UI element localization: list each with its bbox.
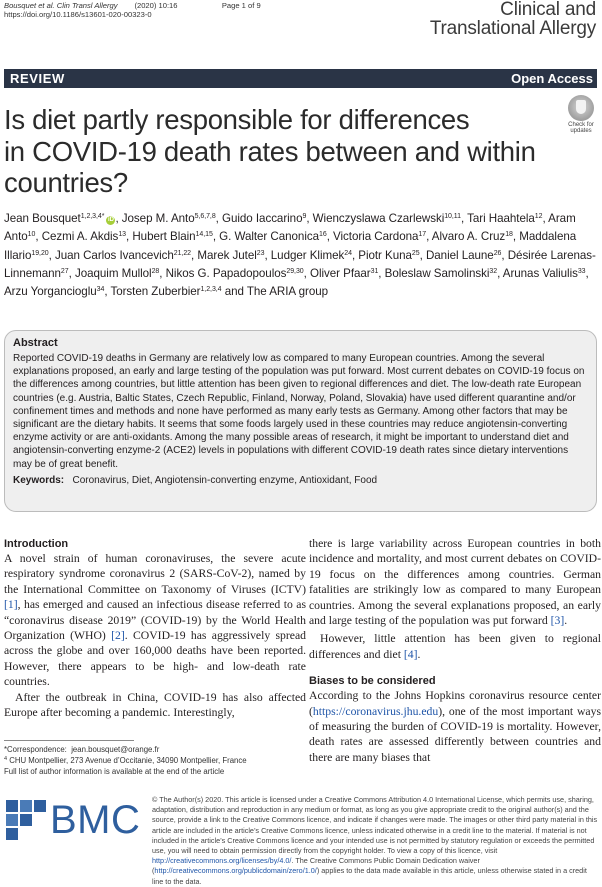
open-access-label: Open Access bbox=[511, 71, 593, 86]
footnotes bbox=[4, 744, 304, 777]
biases-paragraph bbox=[309, 688, 601, 765]
author[interactable] bbox=[467, 212, 542, 225]
author-affiliation: 17 bbox=[418, 231, 427, 239]
author-name: Piotr Kuna bbox=[358, 248, 412, 262]
check-for-updates-line1: Check for bbox=[568, 122, 594, 128]
author-name: Arunas Valiulis bbox=[502, 266, 578, 280]
keywords-label: Keywords: bbox=[13, 474, 65, 486]
author[interactable] bbox=[219, 230, 327, 243]
author-name: Juan Carlos Ivancevich bbox=[54, 248, 174, 262]
author[interactable] bbox=[333, 230, 426, 243]
author-name: Torsten Zuberbier bbox=[110, 285, 201, 299]
footnote-divider bbox=[4, 740, 134, 741]
abstract-heading: Abstract bbox=[13, 337, 58, 349]
cc-zero-license-link[interactable]: http://creativecommons.org/publicdomain/zero/1.0/ bbox=[154, 866, 317, 876]
article-title bbox=[4, 104, 549, 199]
author[interactable] bbox=[122, 212, 216, 225]
author-affiliation: 25 bbox=[411, 249, 420, 257]
author-affiliation: 10,11 bbox=[444, 213, 461, 220]
affiliation-line bbox=[4, 755, 304, 766]
reference-link[interactable]: [3] bbox=[550, 614, 565, 628]
author-affiliation: 5,6,7,8 bbox=[194, 213, 216, 220]
text-run: © The Author(s) 2020. This article is licensed under a Creative Commons Attribution 4.0 International License, which permits use, sharing, adaptation, distribution and reproduction in any medium or format, as long as you give appropriate credit to the original author(s) and the source, provide a link to the Creative Commons licence, and indicate if changes were made. The images or other third party material in this article are included in the article’s Creative Commons licence, unless indicated otherwise in a credit line to the material. If material is not included in the article’s Creative Commons licence and your intended use is not permitted by statutory regulation or exceeds the permitted use, you will need to obtain permission directly from the copyright holder. To view a copy of this licence, visit bbox=[152, 795, 598, 856]
affiliation-text: CHU Montpellier, 273 Avenue d’Occitanie, 34090 Montpellier, France bbox=[9, 756, 247, 765]
author-affiliation: 28 bbox=[151, 267, 160, 275]
correspondence-email[interactable]: jean.bousquet@orange.fr bbox=[71, 745, 160, 754]
check-for-updates-icon bbox=[568, 95, 594, 121]
author-affiliation: 18 bbox=[505, 231, 513, 239]
text-run: However, little attention has been given to regional differences and diet bbox=[309, 632, 601, 661]
author-affiliation: 1,2,3,4* bbox=[80, 213, 105, 220]
right-paragraph-1 bbox=[309, 536, 601, 628]
text-run: . The Creative Commons Public Domain Dedication waiver ( bbox=[152, 856, 480, 876]
author[interactable] bbox=[42, 230, 126, 243]
author[interactable] bbox=[166, 267, 304, 280]
text-run: there is large variability across European countries in both incidence and mortality, and most current debates on COVID-19 focus on the differences among countries. German fatalities are strikingly low as compared to many European countries. Among the several explanations proposed, an early and large testing of the population was put forward bbox=[309, 537, 601, 628]
journal-name-line2: Translational Allergy bbox=[429, 18, 596, 39]
license-statement bbox=[152, 795, 600, 887]
author-name: G. Walter Canonica bbox=[219, 230, 320, 244]
author-name: Daniel Laune bbox=[425, 248, 494, 262]
author-list: Jean Bousquet$^{1,2,3,4*}$ iD , Josep M. Anto$^{5,6,7,8}$, Guido Iaccarino$^9$, Wienczyslawa Czarlewski$^{10,11}$, Tari Haahtela$^{12}$, Aram Anto$^{10}$, Cezmi A. Akdis$^{13}$, Hubert Blain$^{14,15}$, G. Walter Canonica$^{16}$, Victoria Cardona$^{17}$, Alvaro A. Cruz$^{18}$, Maddalena Illario$^{19,20}$, Juan Carlos Ivancevich$^{21,22}$, Marek Jutel$^{23}$, Ludger Klimek$^{24}$, Piotr Kuna$^{25}$, Daniel Laune$^{26}$, Désirée Larenas-Linnemann$^{27}$, Joaquim Mullol$^{28}$, Nikos G. Papadopoulos$^{29,30}$, Oliver Pfaar$^{31}$, Boleslaw Samolinski$^{32}$, Arunas Valiulis$^{33}$, Arzu Yorgancioglu$^{34}$, Torsten Zuberbier$^{1,2,3,4}$ and The ARIA group bbox=[4, 212, 596, 299]
author-affiliation: 19,20 bbox=[31, 249, 49, 257]
intro-paragraph-1 bbox=[4, 551, 306, 690]
bmc-logo-mark-icon bbox=[4, 797, 48, 843]
author-name: Jean Bousquet bbox=[4, 212, 81, 225]
author-name: Josep M. Anto bbox=[121, 212, 195, 225]
author-affiliation: 16 bbox=[319, 231, 327, 239]
author-affiliation: 29,30 bbox=[286, 267, 304, 275]
reference-link[interactable]: [2] bbox=[111, 629, 125, 643]
author-name: Guido Iaccarino bbox=[222, 212, 303, 225]
author-name: Désirée Larenas-Linnemann bbox=[4, 248, 596, 280]
author[interactable] bbox=[55, 249, 191, 262]
author[interactable] bbox=[110, 285, 221, 298]
author-name: Cezmi A. Akdis bbox=[41, 230, 119, 244]
author-affiliation: 31 bbox=[370, 267, 379, 275]
author-name: Maddalena Illario bbox=[4, 230, 577, 262]
text-run: ), one of the most important ways of measuring the burden of COVID-19 is mortality. However, death rates are assessed differently between countries and there are many biases that bbox=[309, 704, 601, 764]
author[interactable] bbox=[4, 212, 115, 225]
author-affiliation: 27 bbox=[60, 267, 69, 275]
title-line: Is diet partly responsible for differences bbox=[4, 104, 470, 135]
citation-authors: Bousquet et al. Clin Transl Allergy bbox=[4, 1, 118, 10]
author[interactable] bbox=[132, 230, 212, 243]
author-affiliation: 26 bbox=[493, 249, 502, 257]
text-run: , has emerged and caused an infectious disease referred to as “coronavirus disease 2019” (COVID-19) by the World Health Organization (WHO) bbox=[4, 598, 306, 643]
author[interactable] bbox=[503, 267, 586, 280]
author-affiliation: 1,2,3,4 bbox=[200, 286, 222, 294]
author-affiliation: 21,22 bbox=[173, 249, 192, 257]
author-affiliation: 9 bbox=[302, 213, 307, 220]
author[interactable] bbox=[385, 267, 497, 280]
author[interactable] bbox=[75, 267, 159, 280]
check-for-updates-button[interactable] bbox=[563, 95, 599, 135]
author-affiliation: 13 bbox=[118, 231, 126, 239]
body-column-left bbox=[4, 537, 306, 720]
author-affiliation: 33 bbox=[577, 267, 586, 275]
author-affiliation: 24 bbox=[344, 249, 352, 257]
text-run: . COVID-19 has aggressively spread across the globe and over 160,000 deaths have been reported. However, there appears to be high- and low-death rate countries. bbox=[4, 629, 307, 689]
author-name: Nikos G. Papadopoulos bbox=[165, 266, 287, 280]
author-name: Aram Anto bbox=[4, 212, 576, 244]
author-name: Boleslaw Samolinski bbox=[384, 266, 490, 280]
author-affiliation: 32 bbox=[489, 267, 498, 275]
author[interactable] bbox=[432, 230, 513, 243]
correspondence-label: *Correspondence: bbox=[4, 745, 67, 754]
abstract-text: Reported COVID-19 deaths in Germany are relatively low as compared to many European countries. Among the several explanations proposed, an early and large testing of the population was put forward. Most current debates on COVID-19 focus on the differences among countries, but little attention has been given to regional differences and diet. The low-death rate European countries (e.g. Austria, Baltic States, Czech Republic, Finland, Norway, Poland, Slovakia) have used different quarantine and/or confinement times and methods and none have performed as many early tests as Germany. Among other factors that may be significant are the dietary habits. It seems that some foods largely used in these countries may reduce angiotensin-converting enzyme activity or are anti-oxidants. Among the many possible areas of research, it might be important to understand diet and angiotensin-converting enzyme-2 (ACE2) levels in populations with different COVID-19 death rates since dietary interventions may be of great benefit. bbox=[13, 353, 585, 470]
section-banner bbox=[4, 69, 597, 88]
journal-name-line1: Clinical and bbox=[500, 0, 596, 20]
author[interactable] bbox=[426, 249, 501, 262]
author-name: Wienczyslawa Czarlewski bbox=[312, 212, 445, 225]
bmc-logo-text: BMC bbox=[50, 798, 141, 842]
author-name: Victoria Cardona bbox=[333, 230, 419, 244]
cc-by-license-link[interactable]: http://creativecommons.org/licenses/by/4.0/ bbox=[152, 856, 292, 866]
reference-link[interactable]: [4] bbox=[403, 647, 418, 661]
affiliation-number: 4 bbox=[4, 756, 8, 762]
author[interactable] bbox=[4, 285, 104, 298]
title-line: countries? bbox=[4, 167, 128, 198]
text-run: . bbox=[417, 647, 421, 661]
jhu-link[interactable]: https://coronavirus.jhu.edu bbox=[312, 704, 439, 718]
biases-heading: Biases to be considered bbox=[309, 675, 436, 688]
author[interactable] bbox=[197, 249, 264, 262]
author-affiliation: 34 bbox=[96, 286, 105, 294]
abstract-box bbox=[4, 330, 597, 512]
author[interactable] bbox=[222, 212, 306, 225]
author-affiliation: 12 bbox=[534, 213, 543, 220]
author-group: and The ARIA group bbox=[221, 285, 329, 299]
intro-paragraph-2: After the outbreak in China, COVID-19 has also affected Europe after becoming a pandemic. Interestingly, bbox=[4, 690, 306, 720]
article-type-label: REVIEW bbox=[10, 71, 65, 86]
author-name: Joaquim Mullol bbox=[74, 266, 152, 280]
check-for-updates-line2: updates bbox=[570, 128, 592, 135]
title-line: in COVID-19 death rates between and within bbox=[4, 135, 536, 167]
author[interactable] bbox=[271, 249, 352, 262]
author-affiliation: 14,15 bbox=[195, 231, 213, 239]
text-run: ) applies to the data made available in this article, unless otherwise stated in a credit line to the data. bbox=[152, 866, 587, 886]
orcid-icon[interactable]: iD bbox=[107, 217, 114, 223]
right-paragraph-2 bbox=[309, 631, 601, 662]
author-affiliation: 10 bbox=[27, 231, 36, 239]
author-name: Ludger Klimek bbox=[270, 248, 345, 262]
introduction-heading: Introduction bbox=[4, 538, 69, 550]
citation-year: (2020) 10:16 bbox=[134, 1, 178, 10]
check-for-updates-label bbox=[563, 122, 599, 135]
author[interactable] bbox=[310, 267, 378, 280]
reference-link[interactable]: [1] bbox=[4, 598, 18, 612]
doi-link[interactable]: https://doi.org/10.1186/s13601-020-00323-0 bbox=[4, 10, 152, 19]
author[interactable] bbox=[313, 212, 461, 225]
author-name: Marek Jutel bbox=[197, 248, 257, 262]
keywords bbox=[13, 474, 588, 487]
author-name: Oliver Pfaar bbox=[310, 266, 371, 280]
author-name: Arzu Yorgancioglu bbox=[4, 285, 97, 299]
text-run: A novel strain of human coronaviruses, the severe acute respiratory syndrome coronavirus 2 (SARS-CoV-2), named by the International Committee on Taxonomy of Viruses (ICTV) bbox=[4, 552, 306, 596]
journal-name bbox=[430, 0, 596, 38]
text-run: According to the Johns Hopkins coronavirus resource center ( bbox=[309, 689, 601, 718]
full-author-info-note: Full list of author information is available at the end of the article bbox=[4, 767, 225, 776]
page-label: Page 1 of 9 bbox=[221, 1, 261, 10]
body-column-right bbox=[309, 536, 601, 765]
author-name: Hubert Blain bbox=[132, 230, 196, 244]
text-run: . bbox=[564, 614, 568, 628]
author[interactable] bbox=[358, 249, 419, 262]
author-name: Alvaro A. Cruz bbox=[431, 230, 506, 244]
author-affiliation: 23 bbox=[256, 249, 265, 257]
running-citation bbox=[4, 1, 261, 10]
keywords-list: Coronavirus, Diet, Angiotensin-converting enzyme, Antioxidant, Food bbox=[72, 474, 378, 486]
correspondence-line bbox=[4, 744, 304, 755]
bmc-logo bbox=[4, 797, 144, 843]
author-name: Tari Haahtela bbox=[467, 212, 535, 225]
